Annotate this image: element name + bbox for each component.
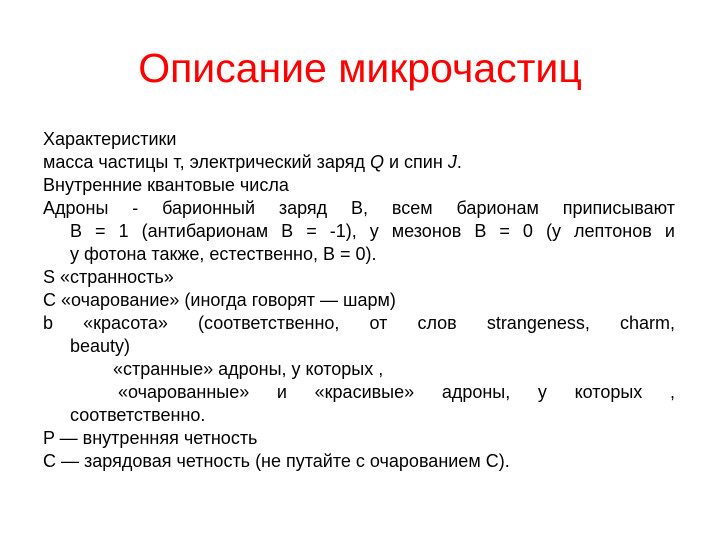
word: у (537, 382, 547, 402)
word: = (499, 221, 510, 241)
word: charm, (619, 313, 675, 333)
line-internal-parity: P — внутренняя четность (43, 428, 258, 448)
line-strange-hadrons: «странные» адроны, у которых , (113, 359, 384, 379)
word: (у (545, 221, 561, 241)
line-baryon-values (43, 220, 675, 243)
word: всем (391, 198, 433, 218)
word: мезонов (391, 221, 462, 241)
word: приписывают (562, 198, 675, 218)
word: которых (574, 382, 643, 402)
word: 1 (118, 221, 129, 241)
word: у (369, 221, 379, 241)
word: b (43, 313, 54, 333)
slide-title: Описание микрочастиц (138, 45, 582, 91)
line-charm: C «очарование» (иногда говорят — шарм) (43, 290, 396, 310)
word: «красивые» (314, 382, 415, 402)
line-internal-quantum-numbers: Внутренние квантовые числа (43, 175, 289, 195)
text-fragment: масса частицы т, электрический заряд (43, 152, 370, 172)
word: «красота» (83, 313, 168, 333)
word: В (70, 221, 83, 241)
word: strangeness, (486, 313, 590, 333)
word: Адроны (43, 198, 109, 218)
word: от (369, 313, 388, 333)
slide-body (43, 128, 675, 473)
word: - (132, 198, 139, 218)
word: и (276, 382, 287, 402)
word: 0 (522, 221, 533, 241)
word: слов (417, 313, 457, 333)
justified-wrap (70, 220, 675, 243)
line-strangeness: S «странность» (43, 267, 174, 287)
word: = (95, 221, 106, 241)
line-photon: у фотона также, естественно, В = 0). (70, 244, 377, 264)
word: (соответственно, (198, 313, 340, 333)
symbol-j: J (447, 152, 457, 172)
symbol-q: Q (369, 152, 384, 172)
line-beauty-continued: beauty) (70, 336, 131, 356)
line-beauty (43, 312, 675, 335)
word: заряд (278, 198, 328, 218)
word: В (281, 221, 294, 241)
text-fragment: и спин (384, 152, 448, 172)
word: , (669, 382, 675, 402)
word: барионный (162, 198, 255, 218)
word: лептонов (573, 221, 652, 241)
line-charmed-beautiful-hadrons (43, 381, 675, 404)
line-mass-charge-spin (43, 151, 675, 174)
line-characteristics: Характеристики (43, 129, 177, 149)
word: В, (351, 198, 369, 218)
line-hadrons-baryon-charge (43, 197, 675, 220)
justified-wrap (118, 381, 675, 404)
word: и (664, 221, 675, 241)
word: адроны, (441, 382, 511, 402)
word: (антибарионам (141, 221, 269, 241)
word: В (474, 221, 487, 241)
line-charge-parity: C — зарядовая четность (не путайте с очарованием C). (43, 451, 510, 471)
word: -1), (329, 221, 357, 241)
word: «очарованные» (118, 382, 250, 402)
line-respectively: соответственно. (70, 405, 206, 425)
word: = (306, 221, 317, 241)
word: барионам (456, 198, 539, 218)
text-fragment: . (456, 152, 462, 172)
